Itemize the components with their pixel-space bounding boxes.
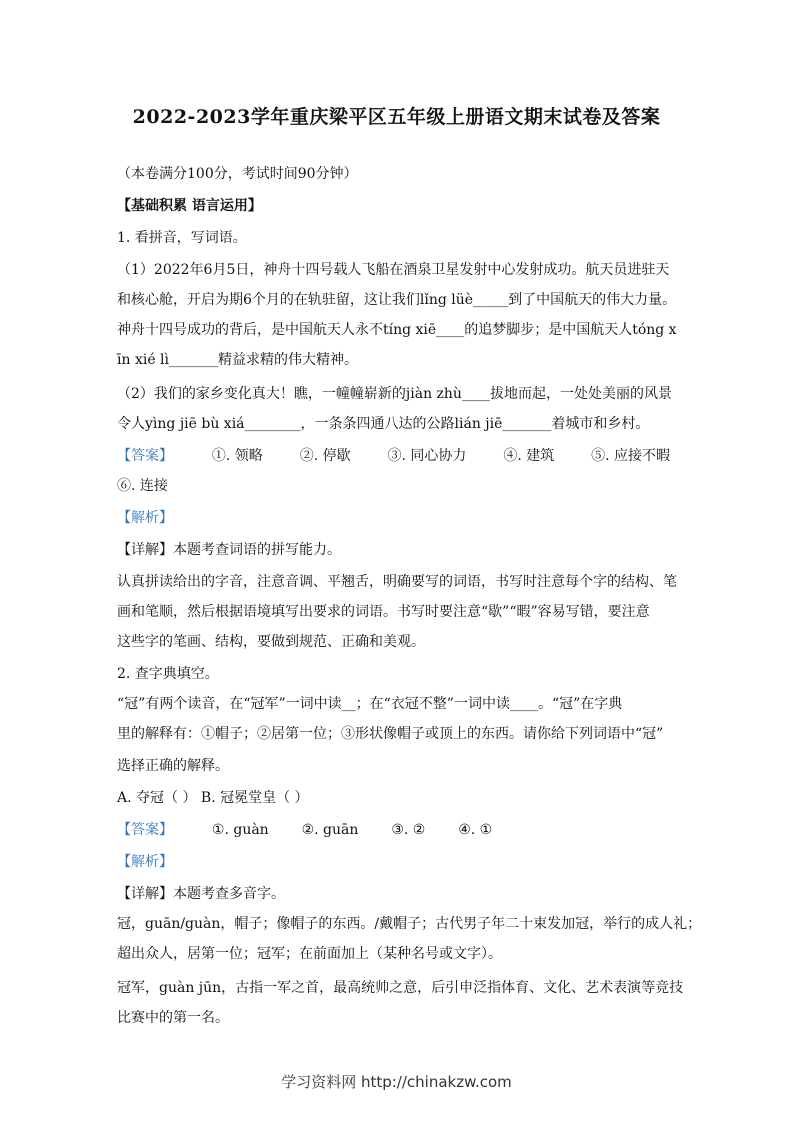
question-1-paragraph-1-line: īn xié lì_______精益求精的伟大精神。: [117, 352, 359, 368]
section-heading: 【基础积累 语言运用】: [117, 198, 262, 214]
analysis-label: 【解析】: [117, 854, 173, 870]
answer-item: ④. ①: [458, 822, 493, 838]
answer-item: ①. 领略: [211, 448, 263, 464]
question-1-paragraph-1-line: 神舟十四号成功的背后，是中国航天人永不tíng xiē____的追梦脚步；是中国航天人tóng x: [117, 322, 677, 338]
answer-item: ④. 建筑: [503, 448, 555, 464]
footer-watermark: 学习资料网 http://chinakzw.com: [281, 1073, 512, 1091]
answer-item: ③. 同心协力: [387, 448, 467, 464]
answer-item: ⑤. 应接不暇: [591, 448, 671, 464]
explanation-line: 比赛中的第一名。: [117, 1010, 229, 1026]
detail-line: 【详解】本题考查多音字。: [117, 886, 285, 902]
page-title: 2022-2023学年重庆梁平区五年级上册语文期末试卷及答案: [132, 106, 661, 128]
answer-item: ②. guān: [301, 822, 359, 838]
explanation-line: 冠军，guàn jūn，古指一军之首，最高统帅之意，后引申泛指体育、文化、艺术表演等竞技: [117, 980, 684, 996]
answer-item: ②. 停歇: [299, 448, 351, 464]
question-2-body-line: “冠”有两个读音，在“冠军”一词中读__；在“衣冠不整”一词中读____。“冠”在字典: [117, 696, 623, 712]
analysis-label: 【解析】: [117, 510, 173, 526]
question-2-body-line: 里的解释有：①帽子；②居第一位；③形状像帽子或顶上的东西。请你给下列词语中“冠”: [117, 726, 664, 742]
exam-info: （本卷满分100分，考试时间90分钟）: [117, 166, 358, 182]
question-2-body-line: 选择正确的解释。: [117, 758, 229, 774]
explanation-line: 认真拼读给出的字音，注意音调、平翘舌，明确要写的词语，书写时注意每个字的结构、笔: [117, 574, 677, 590]
answer-item: ③. ②: [391, 822, 426, 838]
explanation-line: 冠，guān/guàn，帽子；像帽子的东西。/戴帽子；古代男子年二十束发加冠，举行的成人礼；: [117, 916, 702, 932]
answer-item: ⑥. 连接: [117, 478, 168, 494]
question-2-options: A. 夺冠（ ） B. 冠冕堂皇（ ）: [117, 790, 309, 806]
question-1-paragraph-1-line: （1）2022年6月5日，神舟十四号载人飞船在酒泉卫星发射中心发射成功。航天员进驻天: [117, 262, 670, 278]
question-2-stem: 2. 查字典填空。: [117, 666, 219, 682]
explanation-line: 这些字的笔画、结构，要做到规范、正确和美观。: [117, 634, 425, 650]
explanation-line: 超出众人，居第一位；冠军；在前面加上（某种名号或文字）。: [117, 946, 502, 962]
question-2-answer-row: [117, 820, 492, 840]
detail-line: 【详解】本题考查词语的拼写能力。: [117, 542, 341, 558]
answer-label: 【答案】: [117, 822, 173, 838]
explanation-line: 画和笔顺，然后根据语境填写出要求的词语。书写时要注意“歇”“暇”容易写错，要注意: [117, 604, 650, 620]
question-1-answer-row: [117, 446, 670, 466]
question-1-paragraph-2-line: 令人yìng jiē bù xiá________，一条条四通八达的公路lián jiē_______着城市和乡村。: [117, 416, 650, 432]
question-1-paragraph-1-line: 和核心舱，开启为期6个月的在轨驻留，这让我们lǐng lüè_____到了中国航天的伟大力量。: [117, 292, 677, 308]
question-1-paragraph-2-line: （2）我们的家乡变化真大！瞧，一幢幢崭新的jiàn zhù____拔地而起，一处处美丽的风景: [117, 386, 672, 402]
answer-label: 【答案】: [117, 448, 173, 464]
answer-item: ①. guàn: [211, 822, 269, 838]
question-1-stem: 1. 看拼音，写词语。: [117, 230, 247, 246]
